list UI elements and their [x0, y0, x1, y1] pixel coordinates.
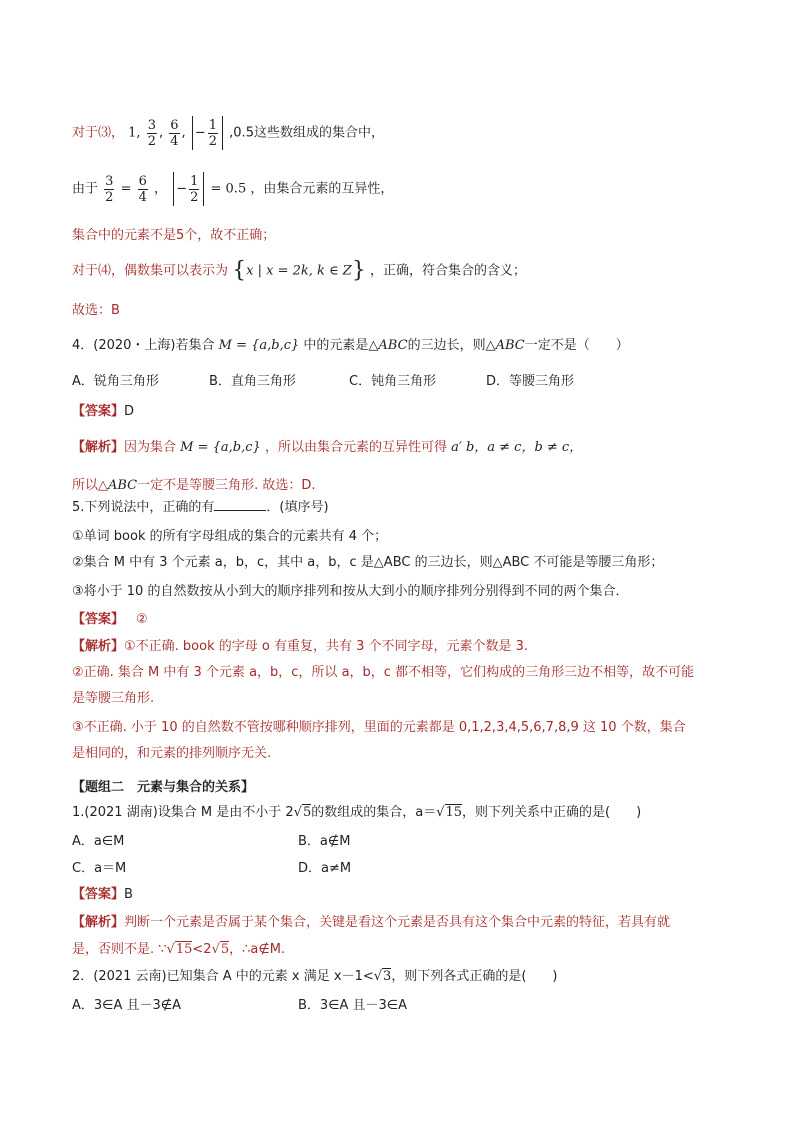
g2-q1-explanation-2: 是，否则不是. ∵√15<2√5，∴a∉M.	[72, 942, 286, 957]
question-4-explanation-2: 所以△ABC一定不是等腰三角形. 故选：D.	[72, 478, 316, 493]
question-4-answer: 【答案】D	[72, 404, 135, 419]
question-5-explanation-3a: ③不正确. 小于 10 的自然数不管按哪种顺序排列，里面的元素都是 0,1,2,3,4,5,6,7,8,9 这 10 个数，集合	[72, 720, 686, 735]
q5-statement-3: ③将小于 10 的自然数按从小到大的顺序排列和按从大到小的顺序排列分别得到不同的两个集合．	[72, 584, 629, 599]
analysis-3-tail: ,0.5这些数组成的集合中，	[229, 125, 384, 141]
analysis-3-conclusion: 集合中的元素不是5个，故不正确；	[72, 228, 276, 243]
fraction-6-4-b: $\frac{6}{4}$	[138, 173, 147, 205]
question-5-explanation-2b: 是等腰三角形.	[72, 691, 155, 706]
question-4-options	[72, 373, 574, 391]
sqrt-5: √5	[293, 805, 312, 820]
analysis-4-line: 对于⑷，偶数集可以表示为 {x | x = 2k, k ∈ Z} ，正确，符合集合的含义；	[72, 258, 526, 283]
analysis-3-line1: 对于⑶， 1, $\frac{3}{2}$ , $\frac{6}{4}$ , − $\frac{1}{2}$ ,0.5这些数组成的集合中，	[72, 117, 384, 149]
g2-question-2: 2．(2021 云南)已知集合 A 中的元素 x 满足 x－1<√3，则下列各式正确的是( )	[72, 969, 558, 984]
question-5-explanation-1: 【解析】①不正确. book 的字母 o 有重复，共有 3 个不同字母，元素个数是 3.	[72, 639, 529, 654]
question-4: 4．(2020・上海)若集合 M = {a,b,c} 中的元素是△ABC的三边长，则△ABC一定不是（ ）	[72, 338, 629, 353]
fraction-1-2-b: $\frac{1}{2}$	[190, 173, 199, 205]
fraction-3-2: $\frac{3}{2}$	[147, 117, 156, 149]
g2-q2-option-a[interactable]: A．3∈A 且－3∉A	[72, 998, 182, 1013]
question-5: 5.下列说法中，正确的有 ．(填序号)	[72, 500, 329, 515]
set-M: M = {a,b,c}	[218, 338, 300, 353]
answer-blank	[214, 498, 266, 511]
analysis-3-line2: 由于 $\frac{3}{2}$ = $\frac{6}{4}$ ， − $\frac{1}{2}$ = 0.5 ，由集合元素的互异性，	[72, 173, 394, 205]
sqrt-15: √15	[436, 805, 463, 820]
q5-statement-2: ②集合 M 中有 3 个元素 a，b，c，其中 a，b，c 是△ABC 的三边长，则△ABC 不可能是等腰三角形；	[72, 555, 664, 570]
g2-q1-answer: 【答案】B	[72, 887, 133, 902]
question-5-answer: 【答案】 ②	[72, 612, 148, 627]
question-5-explanation-3b: 是相同的，和元素的排列顺序无关.	[72, 746, 272, 761]
sqrt-3: √3	[373, 969, 392, 984]
g2-q2-option-b[interactable]: B．3∈A 且－3∈A	[298, 998, 408, 1013]
even-set-expression: x | x = 2k, k ∈ Z	[246, 263, 352, 279]
g2-q1-option-d[interactable]: D．a≠M	[298, 861, 352, 876]
fraction-3-2-b: $\frac{3}{2}$	[105, 173, 114, 205]
g2-q1-option-a[interactable]: A．a∈M	[72, 834, 125, 849]
g2-question-1: 1.(2021 湖南)设集合 M 是由不小于 2√5的数组成的集合，a＝√15，则下列关系中正确的是( )	[72, 805, 642, 820]
abs-bar-left	[192, 116, 193, 150]
option-d[interactable]: D．等腰三角形	[486, 374, 575, 389]
option-a[interactable]: A．锐角三角形	[72, 374, 159, 389]
g2-q1-explanation-1: 【解析】判断一个元素是否属于某个集合，关键是看这个元素是否具有这个集合中元素的特征，若具有就	[72, 915, 671, 930]
fraction-6-4: $\frac{6}{4}$	[170, 117, 179, 149]
fraction-1-2: $\frac{1}{2}$	[208, 117, 218, 149]
abs-bar-right	[222, 116, 223, 150]
question-4-explanation: 【解析】因为集合 M = {a,b,c} ，所以由集合元素的互异性可得 a′ b，a ≠ c，b ≠ c，	[72, 440, 583, 455]
g2-q1-option-b[interactable]: B．a∉M	[298, 834, 351, 849]
analysis-3-intro: 对于⑶，	[72, 125, 125, 141]
g2-q1-option-c[interactable]: C．a＝M	[72, 861, 127, 876]
option-b[interactable]: B．直角三角形	[209, 374, 296, 389]
option-c[interactable]: C．钝角三角形	[349, 374, 437, 389]
number-one: 1,	[128, 125, 141, 141]
answer-3: 故选：B	[72, 303, 120, 318]
question-5-explanation-2a: ②正确. 集合 M 中有 3 个元素 a，b，c，所以 a，b，c 都不相等，它们构成的三角形三边不相等，故不可能	[72, 665, 695, 680]
group-2-title: 【题组二 元素与集合的关系】	[72, 780, 255, 795]
q5-statement-1: ①单词 book 的所有字母组成的集合的元素共有 4 个；	[72, 529, 388, 544]
